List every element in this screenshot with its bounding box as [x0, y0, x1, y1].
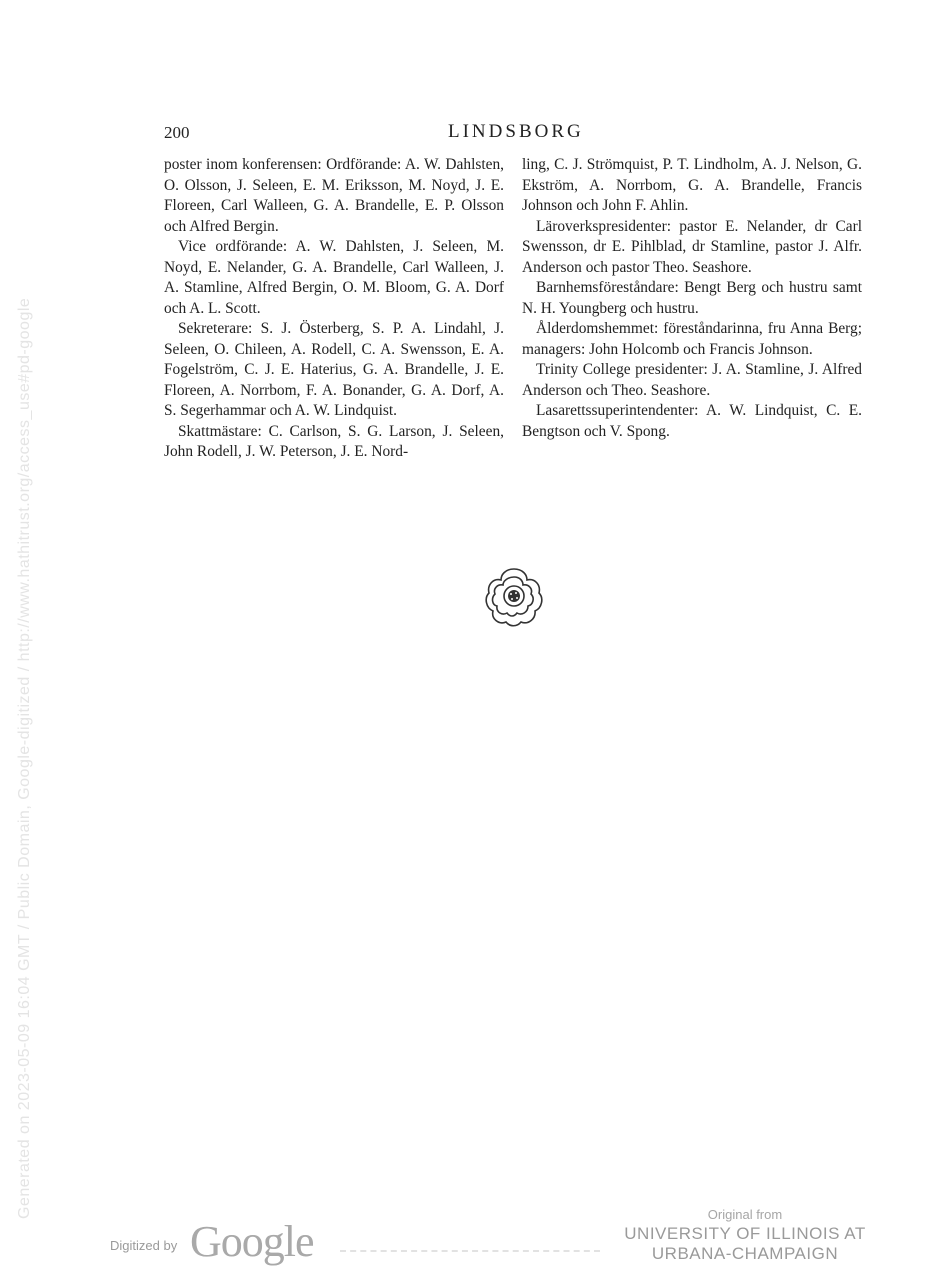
paragraph: Ålderdomshemmet: föreståndarinna, fru Anna Berg; managers: John Holcomb och Francis Johnson.	[522, 320, 862, 358]
side-watermark: Generated on 2023-05-09 16:04 GMT / Public Domain, Google-digitized / http://www.hathitrust.org/access_use#pd-google	[16, 297, 33, 1219]
paragraph: Vice ordförande: A. W. Dahlsten, J. Seleen, M. Noyd, E. Nelander, G. A. Brandelle, Carl Walleen, J. A. Stamline, Alfred Bergin, O. M. Bloom, G. A. Dorf och A. L. Scott.	[164, 238, 504, 317]
footer-divider	[340, 1250, 600, 1254]
paragraph: Skattmästare: C. Carlson, S. G. Larson, J. Seleen, John Rodell, J. W. Peterson, J. E. Nord-	[164, 422, 504, 460]
university-name: UNIVERSITY OF ILLINOIS AT	[624, 1224, 866, 1243]
campus-name: URBANA-CHAMPAIGN	[651, 1244, 839, 1263]
running-head	[164, 123, 864, 147]
paragraph: Barnhemsföreståndare: Bengt Berg och hustru samt N. H. Youngberg och hustru.	[522, 279, 862, 317]
digitized-by-label: Digitized by	[110, 1238, 178, 1253]
paragraph: poster inom konferensen: Ordförande: A. W. Dahlsten, O. Olsson, J. Seleen, E. M. Eriksson, M. Noyd, J. E. Floreen, Carl Walleen, G. A. Brandelle, E. P. Olsson och Alfred Bergin.	[164, 156, 504, 235]
paragraph: Lasarettssuperintendenter: A. W. Lindquist, C. E. Bengtson och V. Spong.	[522, 402, 862, 440]
paragraph: Sekreterare: S. J. Österberg, S. P. A. Lindahl, J. Seleen, O. Chileen, A. Rodell, C. A. Swensson, E. A. Fogelström, C. J. E. Haterius, G. A. Brandelle, J. E. Floreen, A. Norrbom, F. A. Bonander, G. A. Dorf, A. S. Segerhammar och A. W. Lindquist.	[164, 320, 504, 419]
google-logo-text: Google	[190, 1217, 314, 1266]
google-digitized-mark	[110, 1216, 330, 1272]
paragraph: Läroverkspresidenter: pastor E. Nelander, dr Carl Swensson, dr E. Pihlblad, dr Stamline, pastor J. Alfr. Anderson och pastor Theo. Seashore.	[522, 217, 862, 276]
left-column	[164, 155, 504, 463]
source-attribution	[600, 1206, 890, 1264]
right-column	[522, 155, 862, 442]
running-title: LINDSBORG	[448, 121, 584, 142]
original-from-label: Original from	[707, 1207, 783, 1222]
rose-ornament-icon	[483, 565, 545, 627]
paragraph: Trinity College presidenter: J. A. Stamline, J. Alfred Anderson och Theo. Seashore.	[522, 361, 862, 399]
page-number: 200	[164, 123, 190, 142]
paragraph: ling, C. J. Strömquist, P. T. Lindholm, A. J. Nelson, G. Ekström, A. Norrbom, G. A. Brandelle, Francis Johnson och John F. Ahlin.	[522, 156, 862, 214]
